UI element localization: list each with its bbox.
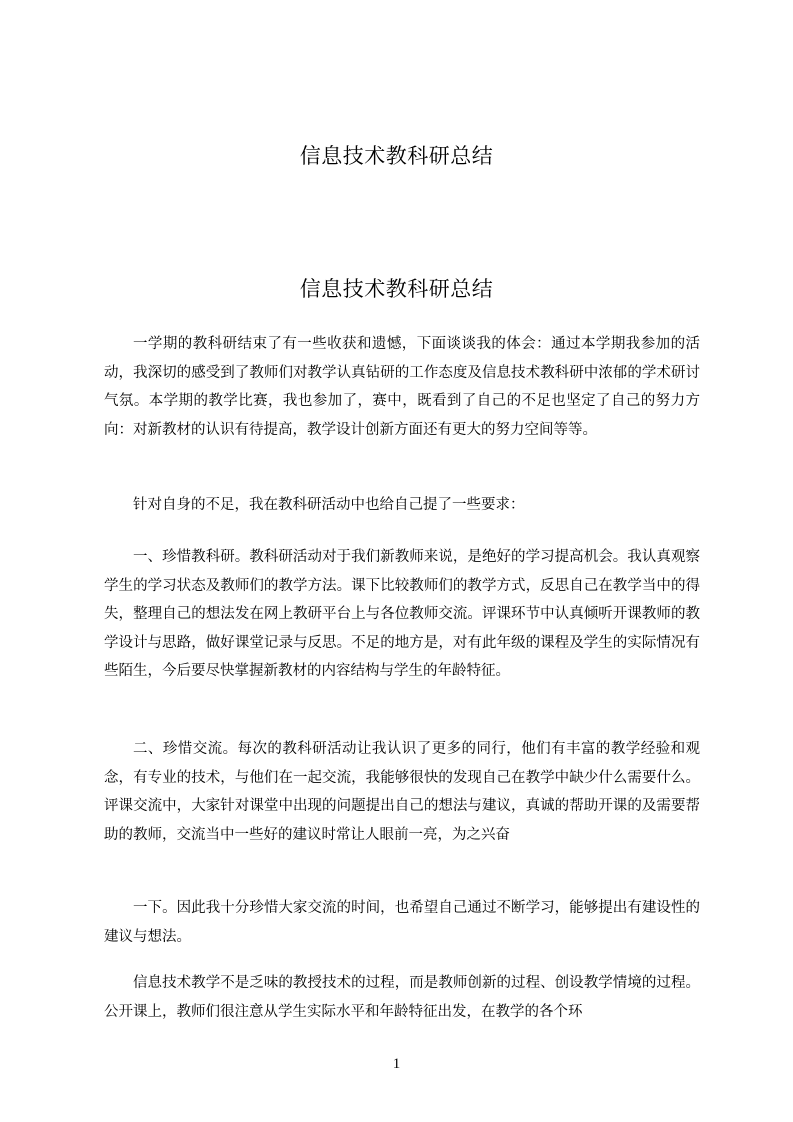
paragraph-requirements: 针对自身的不足，我在教科研活动中也给自己提了一些要求： — [133, 497, 525, 513]
paragraph-point-two: 二、珍惜交流。每次的教科研活动让我认识了更多的同行，他们有丰富的教学经验和观念，有专业的技术，与他们在一起交流，我能够很快的发现自己在教学中缺少什么需要什么。评课交流中，大家针对课堂中出现的问题提出自己的想法与建议，真诚的帮助开课的及需要帮助的教师，交流当中一些好的建议时常让人眼前一亮，为之兴奋 — [104, 741, 700, 843]
main-title: 信息技术教科研总结 — [299, 277, 494, 301]
header-title: 信息技术教科研总结 — [299, 144, 494, 168]
paragraph-teaching: 信息技术教学不是乏味的教授技术的过程，而是教师创新的过程、创设教学情境的过程。公开课上，教师们很注意从学生实际水平和年龄特征出发，在教学的各个环 — [104, 975, 700, 1020]
paragraph-continuation: 一下。因此我十分珍惜大家交流的时间，也希望自己通过不断学习，能够提出有建设性的建议与想法。 — [104, 900, 700, 945]
page-number: 1 — [392, 1056, 401, 1072]
paragraph-point-one: 一、珍惜教科研。教科研活动对于我们新教师来说，是绝好的学习提高机会。我认真观察学生的学习状态及教师们的教学方法。课下比较教师们的教学方式，反思自己在教学当中的得失，整理自己的想法发在网上教研平台上与各位教师交流。评课环节中认真倾听开课教师的教学设计与思路，做好课堂记录与反思。不足的地方是，对有此年级的课程及学生的实际情况有些陌生，今后要尽快掌握新教材的内容结构与学生的年龄特征。 — [104, 549, 700, 679]
paragraph-intro: 一学期的教科研结束了有一些收获和遗憾，下面谈谈我的体会：通过本学期我参加的活动，我深切的感受到了教师们对教学认真钻研的工作态度及信息技术教科研中浓郁的学术研讨气氛。本学期的教学比赛，我也参加了，赛中，既看到了自己的不足也坚定了自己的努力方向：对新教材的认识有待提高，教学设计创新方面还有更大的努力空间等等。 — [104, 336, 700, 438]
